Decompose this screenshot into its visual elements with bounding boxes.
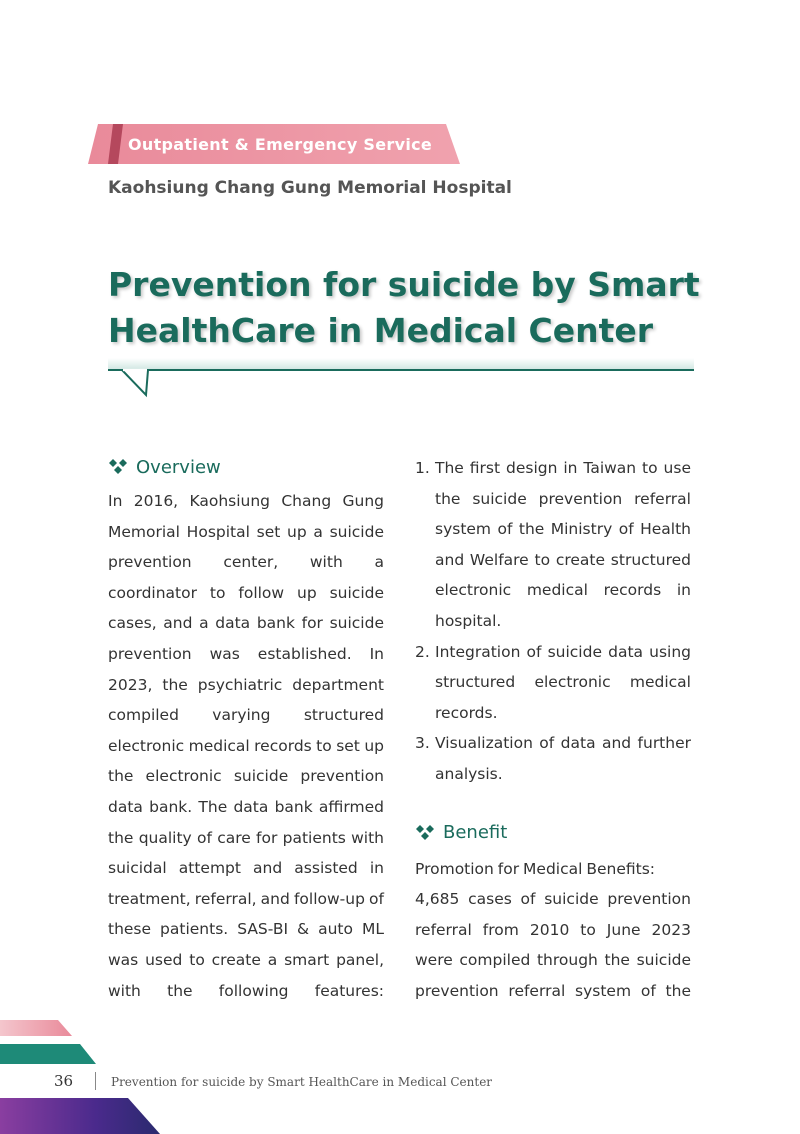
feature-text: Integration of suicide data using structured electronic medical records. [435,642,691,722]
benefit-heading-label: Benefit [443,822,508,844]
feature-text: Visualization of data and further analysis. [435,734,691,783]
feature-number: 3. [415,734,430,753]
feature-number: 2. [415,642,430,661]
category-tag [88,124,460,164]
feature-number: 1. [415,459,430,477]
running-title: Prevention for suicide by Smart HealthCare in Medical Center [111,1075,493,1089]
diamond-bullet-icon [108,458,128,476]
overview-body: In 2016, Kaohsiung Chang Gung Memorial Hospital set up a suicide prevention center, with a coordinator to follow up suicide cases, and a data bank for suicide prevention was established. In 2023, the psychiatric department compiled varying structured electronic medical records to set up the electronic suicide prevention data bank. The data bank affirmed the quality of care for patients with suicidal attempt and assisted in treatment, referral, and follow-up of these patients. SAS-BI & auto ML was used to create a smart panel, with the following features: [108,492,384,1000]
diamond-bullet-icon [415,824,435,842]
footer-divider [95,1072,96,1090]
feature-item [415,637,691,729]
bottom-gradient-band [0,1098,800,1134]
title-underline-decor [108,358,694,398]
feature-item [415,453,691,637]
benefit-section [415,820,691,1007]
corner-stripes-decor [0,1014,110,1074]
page-title [108,262,708,354]
benefit-heading [415,820,691,846]
page-number: 36 [54,1072,74,1090]
overview-column [108,454,384,1006]
feature-list [415,453,691,790]
page-title-line-2: HealthCare in Medical Center [108,311,654,350]
category-tag-label: Outpatient & Emergency Service [128,135,433,154]
page-title-line-1: Prevention for suicide by Smart [108,265,700,304]
features-column [415,453,691,1007]
overview-heading [108,454,384,480]
hospital-name: Kaohsiung Chang Gung Memorial Hospital [108,178,512,198]
benefit-body: 4,685 cases of suicide prevention referral from 2010 to June 2023 were compiled through the suicide prevention referral system of the [415,890,691,1000]
feature-item [415,728,691,789]
benefit-subheading: Promotion for Medical Benefits: [415,859,656,878]
feature-text: The first design in Taiwan to use the suicide prevention referral system of the Ministry of Health and Welfare to create structured electronic medical records in hospital. [435,459,691,630]
overview-heading-label: Overview [136,456,221,478]
